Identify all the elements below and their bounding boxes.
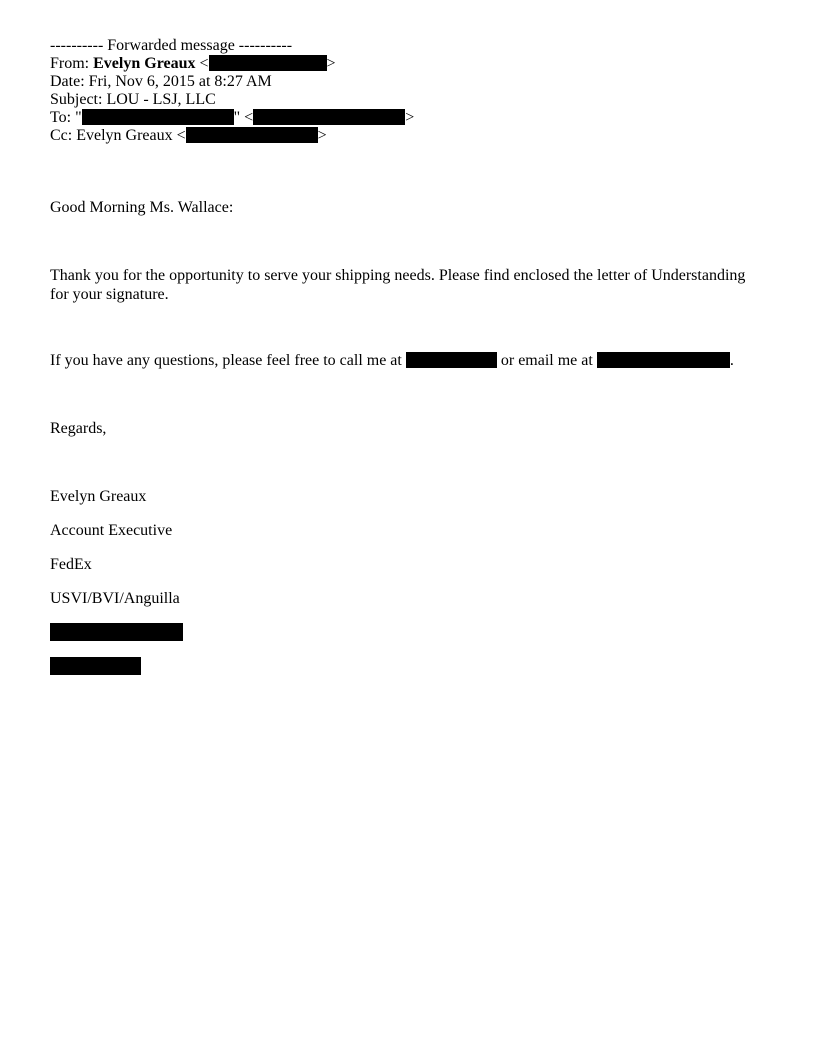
body-paragraph: Thank you for the opportunity to serve your shipping needs. Please find enclosed the letter of Understanding for your signature.: [50, 267, 746, 303]
to-close-bracket: >: [405, 109, 415, 126]
from-close-bracket: >: [326, 55, 336, 72]
from-open-bracket: <: [195, 55, 209, 72]
redacted-cc-email: [186, 127, 318, 143]
redacted-email: [597, 352, 730, 368]
email-header: [50, 37, 766, 145]
from-name: Evelyn Greaux: [93, 55, 196, 72]
date-line: Date: Fri, Nov 6, 2015 at 8:27 AM: [50, 73, 272, 90]
signature-block: [50, 487, 766, 675]
redacted-signature-email: [50, 623, 183, 641]
redacted-to-email: [253, 109, 405, 125]
questions-mid: or email me at: [496, 352, 597, 369]
to-label: To: ": [50, 109, 82, 126]
to-mid: " <: [233, 109, 254, 126]
questions-prefix: If you have any questions, please feel free to call me at: [50, 352, 406, 369]
questions-line: [50, 351, 766, 370]
redacted-to-name: [82, 109, 234, 125]
from-label: From:: [50, 55, 94, 72]
signature-region: USVI/BVI/Anguilla: [50, 590, 180, 607]
forwarded-message-line: ---------- Forwarded message ----------: [50, 37, 293, 54]
from-line: [50, 55, 766, 73]
signature-title: Account Executive: [50, 522, 173, 539]
signature-name: Evelyn Greaux: [50, 488, 147, 505]
signature-company: FedEx: [50, 556, 92, 573]
greeting: Good Morning Ms. Wallace:: [50, 199, 234, 216]
redacted-signature-phone: [50, 657, 141, 675]
cc-close-bracket: >: [317, 127, 327, 144]
redacted-phone: [406, 352, 497, 368]
to-line: [50, 109, 766, 127]
cc-line: [50, 127, 766, 145]
closing: Regards,: [50, 420, 107, 437]
cc-label: Cc: Evelyn Greaux <: [50, 127, 186, 144]
redacted-from-email: [209, 55, 327, 71]
subject-line: Subject: LOU - LSJ, LLC: [50, 91, 216, 108]
questions-end: .: [729, 352, 734, 369]
email-document: [50, 37, 766, 675]
